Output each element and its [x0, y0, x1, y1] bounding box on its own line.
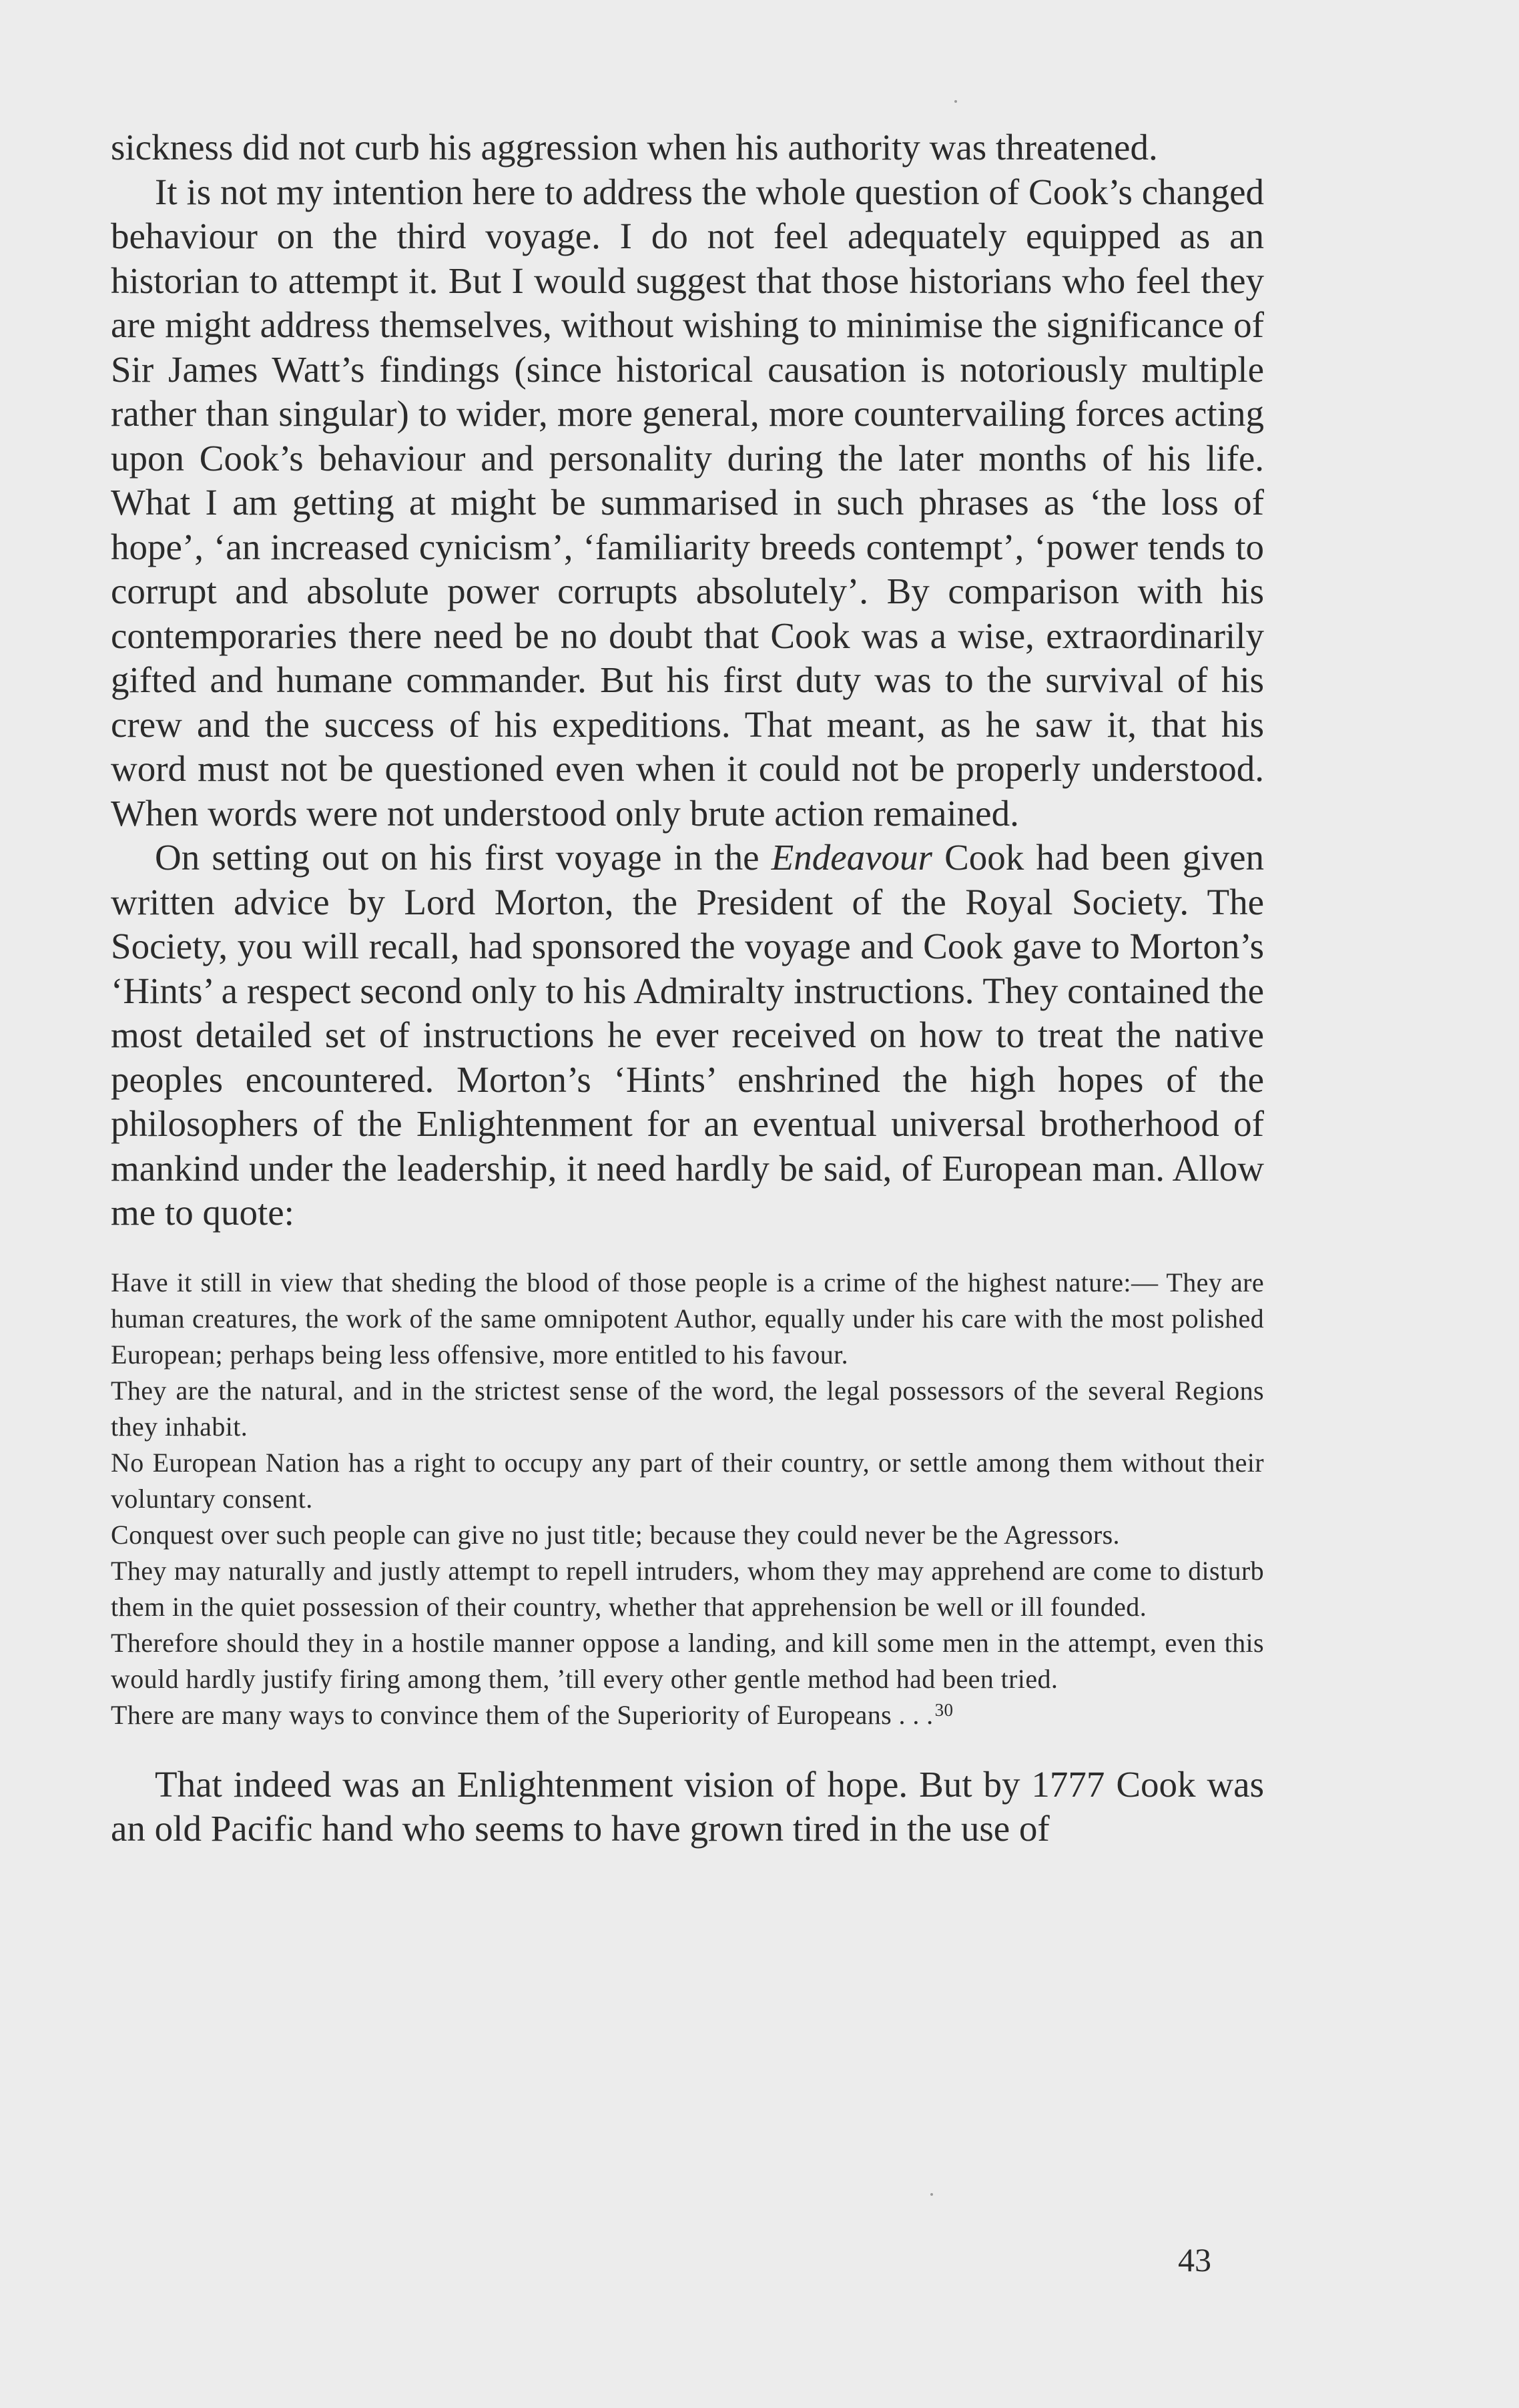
- quote-text: They are the natural, and in the strictest sense of the word, the legal possessors of the several Regions they inhabit.: [111, 1375, 1264, 1442]
- quote-paragraph: [111, 1517, 1264, 1553]
- quote-paragraph: [111, 1373, 1264, 1445]
- quote-text: Conquest over such people can give no just title; because they could never be the Agressors.: [111, 1519, 1120, 1550]
- quote-paragraph: [111, 1265, 1264, 1373]
- paragraph-text: On setting out on his first voyage in the: [155, 837, 772, 878]
- quote-text: They may naturally and justly attempt to repell intruders, whom they may apprehend are come to disturb them in the quiet possession of their country, whether that apprehension be well or ill founded.: [111, 1555, 1264, 1622]
- paper-speck: [954, 100, 957, 103]
- quote-text: Therefore should they in a hostile manner oppose a landing, and kill some men in the attempt, even this would hardly justify firing among them, ’till every other gentle method had been tried.: [111, 1627, 1264, 1694]
- quote-paragraph: [111, 1445, 1264, 1517]
- paragraph-text: Cook had been given written advice by Lord Morton, the President of the Royal Society. The Society, you will recall, had sponsored the voyage and Cook gave to Morton’s ‘Hints’ a respect second only to his Admiralty instructions. They contained the most detailed set of instructions he ever received on how to treat the native peoples encountered. Morton’s ‘Hints’ enshrined the high hopes of the philosophers of the Enlightenment for an eventual universal brotherhood of mankind under the leadership, it need hardly be said, of European man. Allow me to quote:: [111, 837, 1264, 1233]
- quote-text: There are many ways to convince them of the Superiority of Europeans . . .: [111, 1699, 934, 1730]
- page-number: 43: [1178, 2241, 1211, 2279]
- quote-text: No European Nation has a right to occupy any part of their country, or settle among them without their voluntary consent.: [111, 1447, 1264, 1514]
- quote-paragraph: [111, 1625, 1264, 1697]
- body-paragraph: [111, 170, 1264, 836]
- paper-speck: [930, 2193, 933, 2196]
- footnote-reference[interactable]: 30: [934, 1699, 954, 1720]
- body-paragraph: [111, 125, 1264, 170]
- quote-paragraph: [111, 1697, 1264, 1733]
- body-paragraph: [111, 836, 1264, 1235]
- body-paragraphs: [111, 125, 1264, 1235]
- closing-paragraph: That indeed was an Enlightenment vision of hope. But by 1777 Cook was an old Pacific hand who seems to have grown tired in the use of: [111, 1763, 1264, 1849]
- quote-paragraph: [111, 1553, 1264, 1625]
- paragraph-text: It is not my intention here to address the whole question of Cook’s changed behaviour on the third voyage. I do not feel adequately equipped as an historian to attempt it. But I would suggest that those historians who feel they are might address themselves, without wishing to minimise the significance of Sir James Watt’s findings (since historical causation is notoriously multiple rather than singular) to wider, more general, more countervailing forces acting upon Cook’s behaviour and personality during the later months of his life. What I am getting at might be summarised in such phrases as ‘the loss of hope’, ‘an increased cynicism’, ‘familiarity breeds contempt’, ‘power tends to corrupt and absolute power corrupts absolutely’. By comparison with his contemporaries there need be no doubt that Cook was a wise, extraordinarily gifted and humane commander. But his first duty was to the survival of his crew and the success of his expeditions. That meant, as he saw it, that his word must not be questioned even when it could not be properly understood. When words were not understood only brute action remained.: [111, 171, 1264, 834]
- quote-text: Have it still in view that sheding the blood of those people is a crime of the highest nature:— They are human creatures, the work of the same omnipotent Author, equally under his care with the most polished European; perhaps being less offensive, more entitled to his favour.: [111, 1267, 1264, 1370]
- main-text-block: [111, 125, 1264, 1851]
- block-quote: [111, 1265, 1264, 1733]
- italic-ship-name: Endeavour: [771, 837, 932, 878]
- paragraph-text: sickness did not curb his aggression when his authority was threatened.: [111, 127, 1158, 168]
